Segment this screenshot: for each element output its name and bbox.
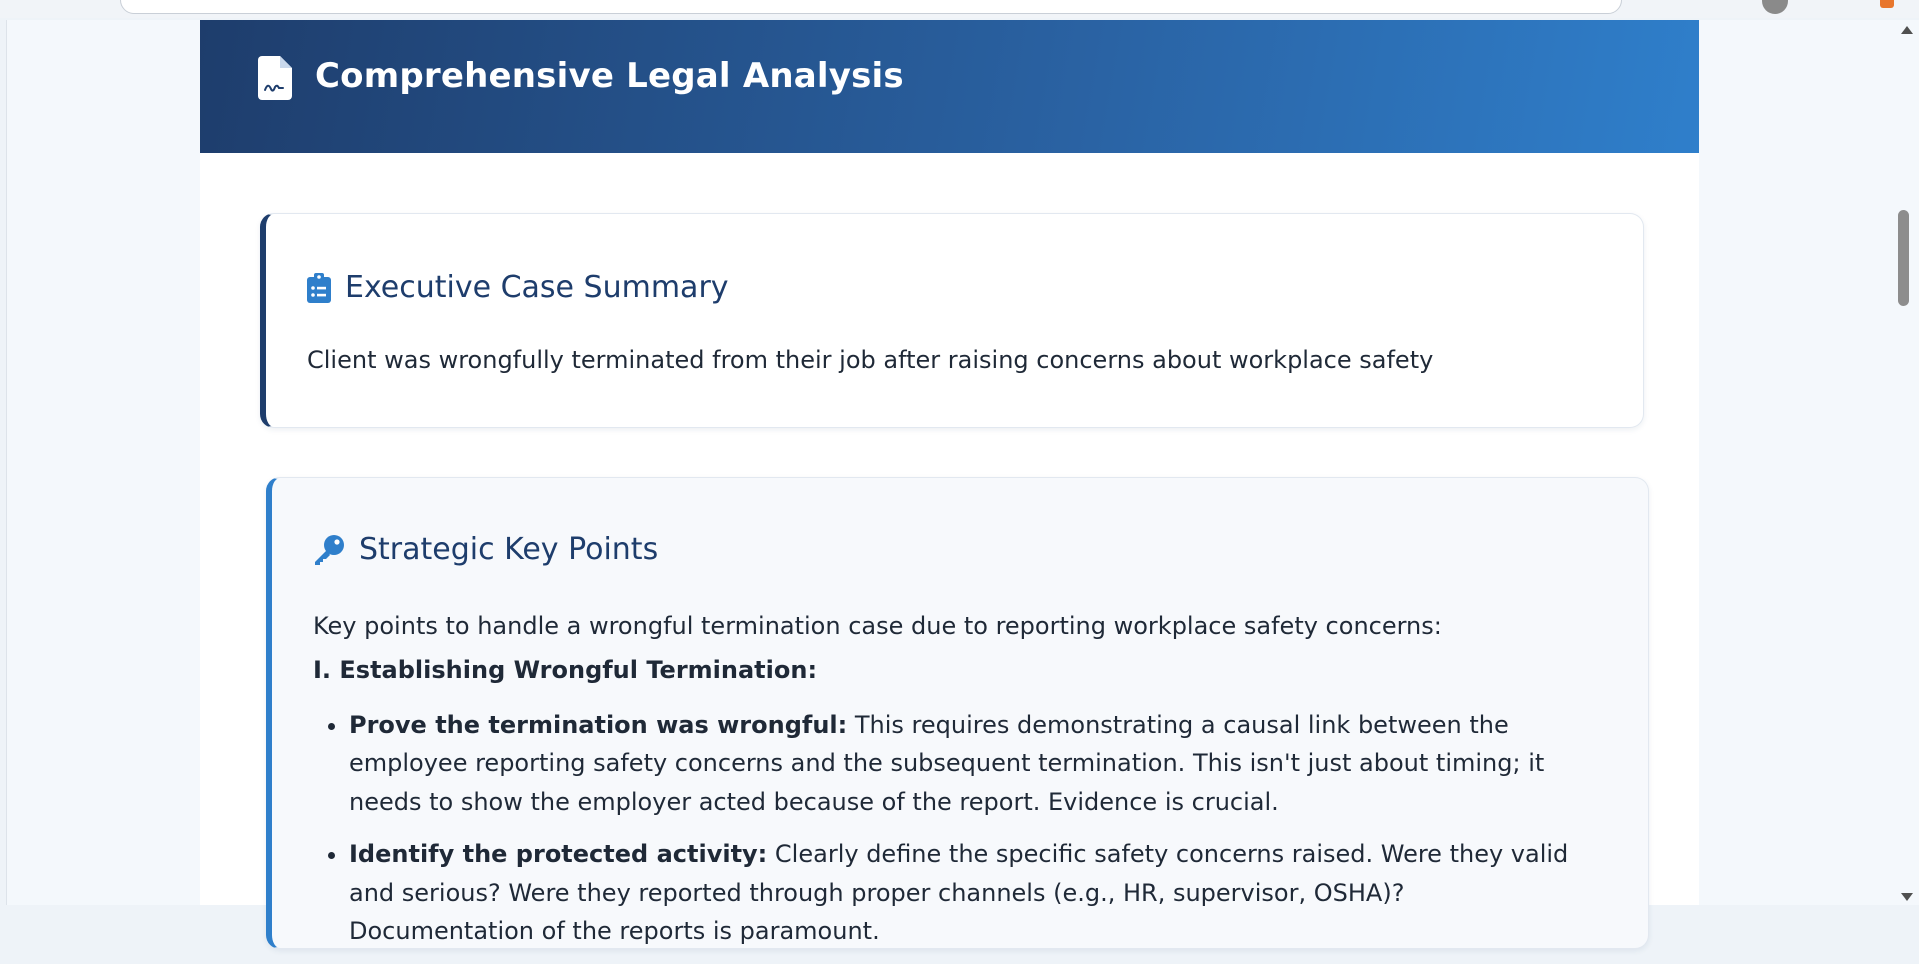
key-points-heading <box>313 532 658 567</box>
list-item <box>349 706 1593 821</box>
list-item-text: This requires demonstrating a causal link between the employee reporting safety concerns and the subsequent termination. This isn't just about timing; it needs to show the employer acted because of the report. Evidence is crucial. <box>349 711 1545 816</box>
scroll-down-arrow-icon[interactable] <box>1901 893 1913 901</box>
executive-summary-section <box>260 213 1644 428</box>
list-item-text: Clearly define the specific safety concerns raised. Were they valid and serious? Were they reported through proper channels (e.g., HR, supervisor, OSHA)? Documentation of the reports is paramount. <box>349 840 1569 945</box>
key-icon <box>313 534 345 566</box>
key-points-intro: Key points to handle a wrongful termination case due to reporting workplace safety concerns: <box>313 612 1442 640</box>
key-points-title: Strategic Key Points <box>359 532 659 567</box>
summary-text: Client was wrongfully terminated from their job after raising concerns about workplace safety <box>307 346 1434 374</box>
key-points-list <box>313 706 1593 950</box>
list-item <box>349 835 1593 950</box>
profile-avatar[interactable] <box>1762 0 1788 14</box>
key-points-subheading: I. Establishing Wrongful Termination: <box>313 656 818 684</box>
clipboard-list-icon <box>307 273 331 303</box>
scrollbar[interactable] <box>1896 20 1919 905</box>
contract-file-icon <box>258 56 292 100</box>
page-title: Comprehensive Legal Analysis <box>315 56 904 96</box>
scrollbar-thumb[interactable] <box>1898 210 1909 306</box>
scroll-up-arrow-icon[interactable] <box>1901 26 1913 34</box>
browser-toolbar <box>0 0 1919 18</box>
executive-summary-title: Executive Case Summary <box>345 270 729 305</box>
address-bar[interactable] <box>120 0 1622 14</box>
analysis-card <box>200 20 1699 945</box>
analysis-header <box>200 20 1699 153</box>
list-item-label: Prove the termination was wrongful: <box>349 711 848 739</box>
strategic-key-points-section <box>266 477 1649 949</box>
executive-summary-heading <box>307 270 729 305</box>
key-points-body <box>313 608 1593 964</box>
list-item-label: Identify the protected activity: <box>349 840 768 869</box>
extension-icon[interactable] <box>1880 0 1894 8</box>
